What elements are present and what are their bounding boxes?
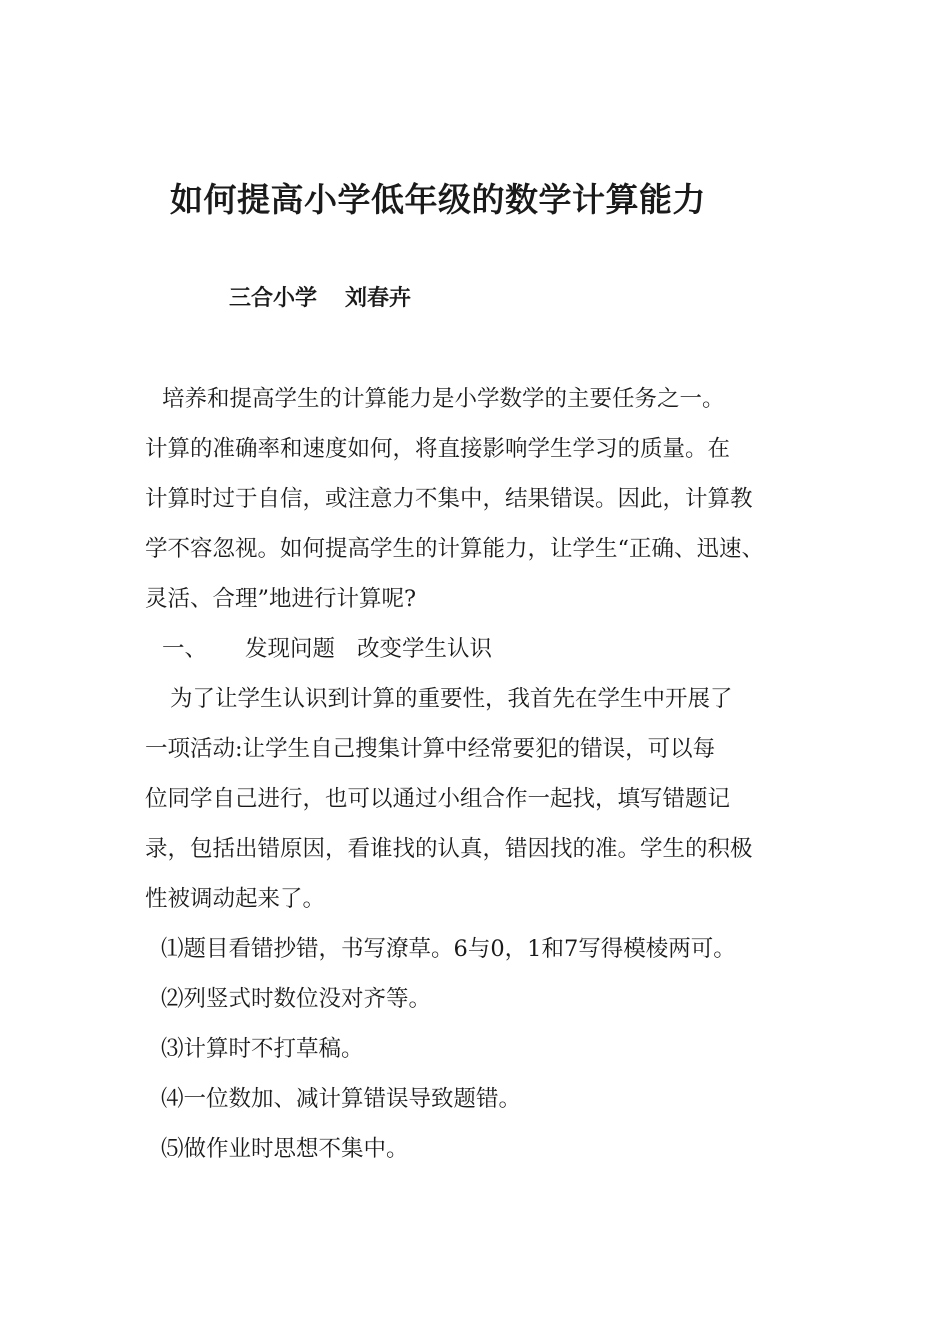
section-title-part: 改变学生认识 xyxy=(357,636,493,662)
intro-line: 计算时过于自信，或注意力不集中，结果错误。因此，计算教 xyxy=(145,486,753,512)
section-heading xyxy=(145,624,835,674)
section-title-part: 发现问题 xyxy=(245,636,336,662)
list-item: ⑸做作业时思想不集中。 xyxy=(161,1136,409,1162)
section-number: 一、 xyxy=(162,636,208,662)
document-title: 如何提高小学低年级的数学计算能力 xyxy=(170,180,706,219)
intro-line: 培养和提高学生的计算能力是小学数学的主要任务之一。 xyxy=(162,386,725,412)
list-item: ⑴题目看错抄错，书写潦草。6与0，1和7写得模棱两可。 xyxy=(161,936,736,962)
author-line xyxy=(229,282,411,316)
document-body xyxy=(145,374,835,1174)
paragraph-line: 一项活动:让学生自己搜集计算中经常要犯的错误，可以每 xyxy=(145,736,716,762)
author-school: 三合小学 xyxy=(229,286,318,311)
list-item: ⑵列竖式时数位没对齐等。 xyxy=(161,986,432,1012)
paragraph-line: 性被调动起来了。 xyxy=(145,886,326,912)
intro-line: 学不容忽视。如何提高学生的计算能力，让学生“正确、迅速、 xyxy=(145,536,765,562)
paragraph-line: 位同学自己进行，也可以通过小组合作一起找，填写错题记 xyxy=(145,786,731,812)
paragraph-line: 为了让学生认识到计算的重要性，我首先在学生中开展了 xyxy=(170,686,733,712)
author-name: 刘春卉 xyxy=(345,286,412,311)
intro-line: 计算的准确率和速度如何，将直接影响学生学习的质量。在 xyxy=(145,436,731,462)
paragraph-line: 录，包括出错原因，看谁找的认真，错因找的准。学生的积极 xyxy=(145,836,753,862)
list-item: ⑷一位数加、减计算错误导致题错。 xyxy=(161,1086,522,1112)
intro-line: 灵活、合理”地进行计算呢? xyxy=(145,586,417,612)
list-item: ⑶计算时不打草稿。 xyxy=(161,1036,364,1062)
